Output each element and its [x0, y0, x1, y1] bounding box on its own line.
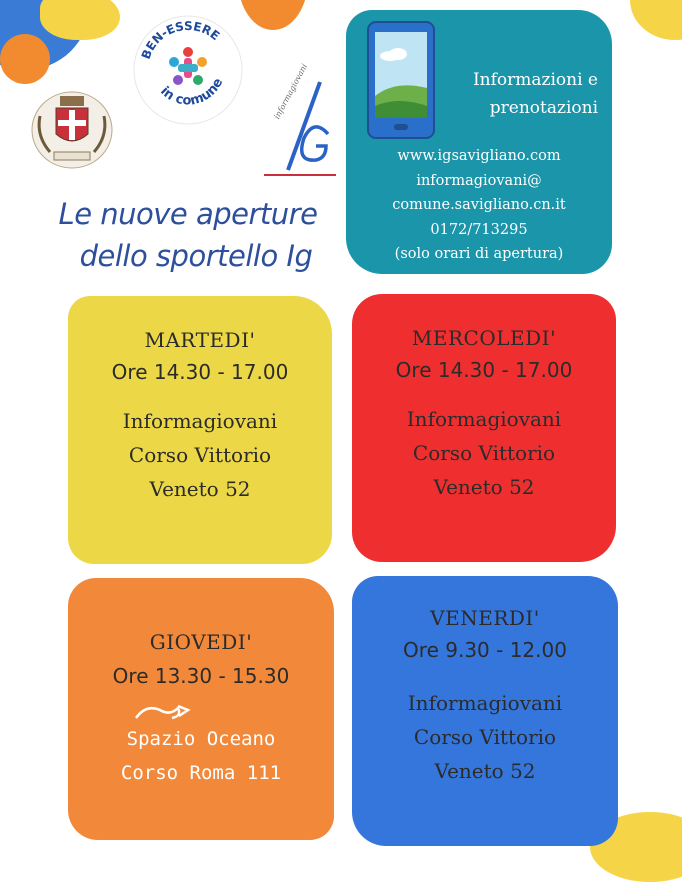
schedule-card-friday: [352, 576, 618, 846]
phone-note: (solo orari di apertura): [394, 246, 564, 262]
decor-blob-orange: [0, 34, 50, 84]
svg-text:in comune: in comune: [157, 75, 227, 109]
location-line-2: Corso Vittorio: [128, 443, 272, 467]
info-heading-line-1: Informazioni e: [472, 70, 598, 90]
hours-label: Ore 9.30 - 12.00: [403, 638, 567, 662]
title-line-1: Le nuove aperture: [58, 197, 318, 231]
phone-number[interactable]: 0172/713295: [430, 221, 528, 238]
email-line-1[interactable]: informagiovani@: [416, 172, 542, 189]
title-line-2: dello sportello Ig: [79, 239, 313, 273]
page-title: [38, 193, 338, 277]
decor-blob-yellow-right: [630, 0, 682, 40]
location-line-3: Veneto 52: [149, 477, 251, 501]
contact-details: [346, 144, 612, 267]
decor-blob-yellow: [40, 0, 120, 40]
location-line-2: Corso Vittorio: [413, 725, 557, 749]
location-line-1: Spazio Oceano: [126, 728, 276, 750]
schedule-card-thursday: [68, 578, 334, 840]
website-link[interactable]: www.igsavigliano.com: [397, 148, 561, 164]
ben-essere-logo: [132, 14, 244, 126]
email-line-2[interactable]: comune.savigliano.cn.it: [392, 197, 566, 213]
day-label: MERCOLEDI': [411, 326, 557, 350]
smartphone-icon: [366, 20, 436, 140]
location-line-1: Informagiovani: [406, 407, 562, 431]
location-line-2: Corso Roma 111: [120, 762, 282, 784]
day-label: VENERDI': [430, 606, 540, 630]
location-line-3: Veneto 52: [433, 475, 535, 499]
day-label: MARTEDI': [144, 328, 256, 352]
schedule-card-tuesday: [68, 296, 332, 564]
arrow-right-icon: [134, 702, 198, 722]
info-box: [346, 10, 612, 274]
location-line-2: Corso Vittorio: [412, 441, 556, 465]
schedule-card-wednesday: [352, 294, 616, 562]
hours-label: Ore 14.30 - 17.00: [395, 358, 573, 382]
svg-text:informagiovani: informagiovani: [272, 62, 310, 121]
decor-blob-orange-top: [238, 0, 308, 30]
hours-label: Ore 13.30 - 15.30: [112, 664, 290, 688]
svg-text:BEN-ESSERE: BEN-ESSERE: [138, 18, 223, 62]
informagiovani-logo: [258, 62, 340, 182]
location-line-1: Informagiovani: [122, 409, 278, 433]
location-line-3: Veneto 52: [434, 759, 536, 783]
day-label: GIOVEDI': [149, 630, 253, 654]
info-heading-line-2: prenotazioni: [489, 98, 598, 118]
location-line-1: Informagiovani: [407, 691, 563, 715]
city-crest-icon: [30, 86, 114, 172]
info-heading: [438, 66, 598, 122]
hours-label: Ore 14.30 - 17.00: [111, 360, 289, 384]
